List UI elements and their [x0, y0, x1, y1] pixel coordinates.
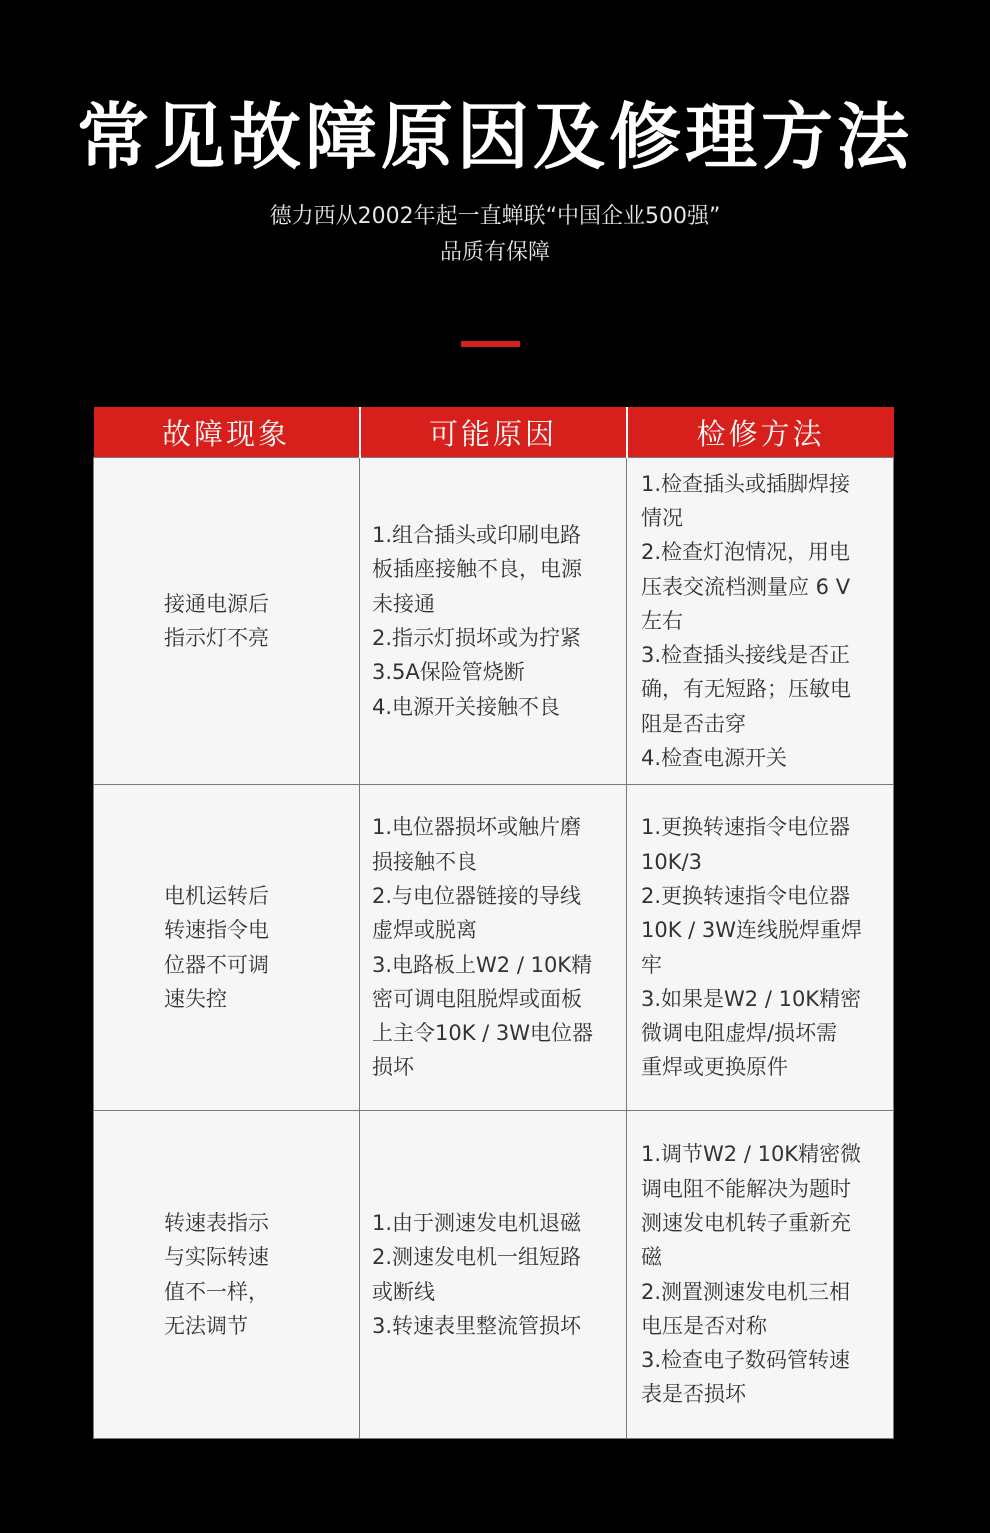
fault-table	[93, 407, 894, 1439]
cell-text-line: 1.调节W2 / 10K精密微	[641, 1142, 862, 1167]
cell-text-line: 情况	[641, 505, 683, 530]
cell-text-line: 转速指令电	[164, 918, 269, 943]
cell-text-line: 值不一样，	[164, 1279, 269, 1304]
symptom-cell	[94, 785, 360, 1111]
cell-text-line: 压表交流档测量应 6 V	[641, 574, 851, 599]
cell-text-line: 位器不可调	[164, 952, 269, 977]
cell-text-line: 电压是否对称	[641, 1313, 767, 1338]
table-row	[94, 458, 894, 785]
cell-text-line: 10K/3	[641, 849, 702, 874]
cell-text-line: 1.更换转速指令电位器	[641, 815, 851, 840]
cell-text-line: 磁	[641, 1245, 662, 1270]
cell-text-line: 4.检查电源开关	[641, 746, 788, 771]
cell-text-line: 未接通	[372, 591, 435, 616]
cell-text-line: 损坏	[372, 1055, 414, 1080]
method-cell	[627, 1111, 894, 1439]
cell-text-line: 2.检查灯泡情况，用电	[641, 540, 851, 565]
cell-text-line: 1.由于测速发电机退磁	[372, 1210, 582, 1235]
cell-text-line: 速失控	[164, 986, 227, 1011]
cell-text-line: 指示灯不亮	[164, 626, 269, 650]
subtitle-line-2: 品质有保障	[439, 240, 550, 265]
cell-text-line: 1.组合插头或印刷电路	[372, 523, 582, 548]
cell-text-line: 阻是否击穿	[641, 711, 746, 736]
page-title: 常见故障原因及修理方法	[76, 95, 913, 179]
table-row	[94, 785, 894, 1111]
cell-text-line: 1.电位器损坏或触片磨	[372, 815, 582, 840]
cell-text-line: 2.与电位器链接的导线	[372, 883, 582, 908]
cell-text-line: 重焊或更换原件	[641, 1055, 788, 1080]
cell-text-line: 接通电源后	[164, 591, 269, 616]
cell-text-line: 3.转速表里整流管损坏	[372, 1313, 582, 1338]
header-symptom: 故障现象	[94, 407, 360, 458]
cause-cell	[360, 458, 627, 785]
cause-cell	[360, 1111, 627, 1439]
cell-text-line: 3.检查电子数码管转速	[641, 1348, 851, 1373]
cell-text-line: 3.电路板上W2 / 10K精	[372, 952, 593, 977]
symptom-cell	[94, 1111, 360, 1439]
cell-text-line: 电机运转后	[164, 883, 269, 908]
red-divider	[461, 341, 520, 347]
header-method: 检修方法	[627, 407, 894, 458]
cell-text-line: 表是否损坏	[641, 1382, 746, 1407]
cause-cell	[360, 785, 627, 1111]
cell-text-line: 3.5A保险管烧断	[372, 660, 525, 685]
cell-text-line: 2.指示灯损坏或为拧紧	[372, 626, 582, 650]
cell-text-line: 微调电阻虚焊/损坏需	[641, 1021, 838, 1046]
cell-text-line: 调电阻不能解决为题时	[641, 1176, 851, 1201]
cell-text-line: 虚焊或脱离	[372, 918, 477, 943]
symptom-cell	[94, 458, 360, 785]
cell-text-line: 板插座接触不良，电源	[372, 557, 582, 582]
cell-text-line: 1.检查插头或插脚焊接	[641, 471, 851, 496]
cell-text-line: 转速表指示	[164, 1210, 269, 1235]
cell-text-line: 上主令10K / 3W电位器	[372, 1021, 594, 1046]
table-header-row	[94, 407, 894, 458]
cell-text-line: 无法调节	[164, 1313, 248, 1338]
cell-text-line: 3.检查插头接线是否正	[641, 643, 851, 668]
method-cell	[627, 785, 894, 1111]
cell-text-line: 牢	[641, 952, 662, 977]
cell-text-line: 左右	[641, 608, 683, 633]
cell-text-line: 2.测速发电机一组短路	[372, 1245, 582, 1270]
cell-text-line: 2.测置测速发电机三相	[641, 1279, 851, 1304]
method-cell	[627, 458, 894, 785]
cell-text-line: 与实际转速	[164, 1245, 269, 1270]
cell-text-line: 测速发电机转子重新充	[641, 1210, 851, 1235]
subtitle-line-1: 德力西从2002年起一直蝉联“中国企业500强”	[269, 204, 721, 229]
cell-text-line: 4.电源开关接触不良	[372, 694, 561, 719]
cell-text-line: 2.更换转速指令电位器	[641, 883, 851, 908]
cell-text-line: 损接触不良	[372, 849, 477, 874]
cell-text-line: 密可调电阻脱焊或面板	[372, 986, 582, 1011]
cell-text-line: 10K / 3W连线脱焊重焊	[641, 918, 863, 943]
cell-text-line: 确，有无短路；压敏电	[641, 677, 851, 702]
cell-text-line: 或断线	[372, 1279, 435, 1304]
table-row	[94, 1111, 894, 1439]
header-cause: 可能原因	[360, 407, 627, 458]
cell-text-line: 3.如果是W2 / 10K精密	[641, 986, 862, 1011]
